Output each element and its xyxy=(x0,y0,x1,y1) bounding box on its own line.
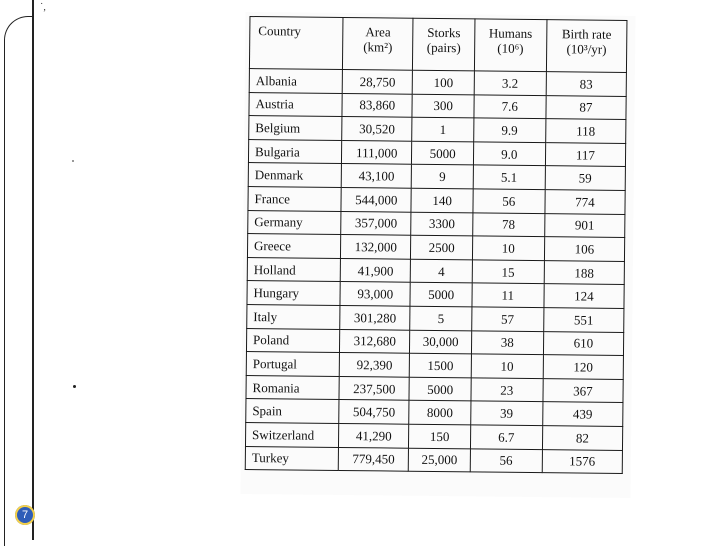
value-cell: 41,290 xyxy=(338,423,409,447)
column-header-title: Area xyxy=(365,24,391,40)
value-cell: 59 xyxy=(545,166,626,190)
column-header-unit: (pairs) xyxy=(426,39,461,56)
value-cell: 111,000 xyxy=(341,140,412,164)
value-cell: 150 xyxy=(409,424,471,448)
country-cell: Austria xyxy=(249,92,342,117)
value-cell: 779,450 xyxy=(338,447,409,471)
column-header-title: Humans xyxy=(488,25,533,41)
value-cell: 9.0 xyxy=(473,142,545,166)
value-cell: 544,000 xyxy=(341,187,412,211)
value-cell: 39 xyxy=(471,401,543,425)
country-cell: Hungary xyxy=(247,281,340,306)
column-header-unit: (km²) xyxy=(363,39,393,55)
country-cell: Belgium xyxy=(249,116,342,141)
value-cell: 140 xyxy=(411,188,473,212)
value-cell: 6.7 xyxy=(470,425,542,449)
column-header-title: Birth rate xyxy=(561,26,612,42)
value-cell: 1576 xyxy=(542,449,623,473)
scan-mark: ˙, xyxy=(40,2,46,13)
value-cell: 117 xyxy=(545,142,626,166)
value-cell: 30,000 xyxy=(410,330,472,354)
country-cell: Turkey xyxy=(245,446,338,471)
value-cell: 30,520 xyxy=(342,117,413,141)
column-header xyxy=(546,20,627,73)
value-cell: 118 xyxy=(545,119,626,143)
value-cell: 56 xyxy=(473,189,545,213)
value-cell: 357,000 xyxy=(341,211,412,235)
country-cell: Poland xyxy=(246,328,339,353)
value-cell: 551 xyxy=(543,308,624,332)
table-row xyxy=(245,446,622,474)
value-cell: 132,000 xyxy=(340,235,411,259)
column-header-unit: (10³/yr) xyxy=(566,41,607,57)
value-cell: 25,000 xyxy=(409,448,471,472)
country-cell: Portugal xyxy=(246,352,339,377)
value-cell: 4 xyxy=(411,259,473,283)
value-cell: 901 xyxy=(544,213,625,237)
country-cell: Albania xyxy=(249,69,342,94)
country-cell: Italy xyxy=(247,304,340,329)
slide-left-rule xyxy=(32,0,34,540)
value-cell: 5 xyxy=(410,306,472,330)
value-cell: 3300 xyxy=(411,212,473,236)
value-cell: 301,280 xyxy=(340,305,411,329)
country-cell: Germany xyxy=(248,210,341,235)
value-cell: 5.1 xyxy=(473,165,545,189)
value-cell: 38 xyxy=(471,330,543,354)
value-cell: 8000 xyxy=(409,401,471,425)
value-cell: 57 xyxy=(472,307,544,331)
value-cell: 1 xyxy=(412,117,474,141)
column-header xyxy=(342,17,413,70)
value-cell: 87 xyxy=(546,95,627,119)
value-cell: 367 xyxy=(543,378,624,402)
value-cell: 83 xyxy=(546,72,627,96)
value-cell: 1500 xyxy=(410,353,472,377)
value-cell: 2500 xyxy=(411,235,473,259)
value-cell: 93,000 xyxy=(340,282,411,306)
value-cell: 82 xyxy=(542,426,623,450)
speck xyxy=(72,160,74,162)
header-row xyxy=(249,17,627,73)
scanned-table-image xyxy=(240,12,635,498)
country-cell: Bulgaria xyxy=(248,139,341,164)
country-cell: France xyxy=(248,186,341,211)
value-cell: 56 xyxy=(470,448,542,472)
column-header-title: Storks xyxy=(427,24,461,41)
value-cell: 610 xyxy=(543,331,624,355)
column-header xyxy=(474,19,546,72)
value-cell: 120 xyxy=(543,355,624,379)
value-cell: 15 xyxy=(472,260,544,284)
table-body xyxy=(245,69,626,474)
column-header xyxy=(413,18,475,71)
value-cell: 10 xyxy=(471,354,543,378)
slide-number-badge xyxy=(15,505,35,525)
value-cell: 237,500 xyxy=(339,376,410,400)
storks-table xyxy=(245,16,628,474)
value-cell: 11 xyxy=(472,283,544,307)
value-cell: 7.6 xyxy=(474,94,546,118)
value-cell: 23 xyxy=(471,378,543,402)
value-cell: 100 xyxy=(413,70,475,94)
value-cell: 106 xyxy=(544,237,625,261)
value-cell: 78 xyxy=(473,212,545,236)
value-cell: 439 xyxy=(542,402,623,426)
value-cell: 83,860 xyxy=(342,93,413,117)
value-cell: 124 xyxy=(544,284,625,308)
value-cell: 3.2 xyxy=(474,71,546,95)
value-cell: 5000 xyxy=(410,283,472,307)
column-header-unit: (10⁶) xyxy=(497,40,524,56)
value-cell: 41,900 xyxy=(340,258,411,282)
value-cell: 92,390 xyxy=(339,353,410,377)
slide-frame-border xyxy=(4,16,34,546)
value-cell: 774 xyxy=(545,190,626,214)
bullet-dot xyxy=(73,385,76,388)
value-cell: 9 xyxy=(412,165,474,189)
column-header-title: Country xyxy=(258,23,302,39)
value-cell: 28,750 xyxy=(342,69,413,93)
value-cell: 43,100 xyxy=(341,164,412,188)
slide-number: 7 xyxy=(21,509,29,521)
country-cell: Greece xyxy=(247,234,340,259)
country-cell: Holland xyxy=(247,257,340,282)
country-cell: Spain xyxy=(246,399,339,424)
value-cell: 188 xyxy=(544,260,625,284)
value-cell: 300 xyxy=(412,94,474,118)
country-cell: Romania xyxy=(246,375,339,400)
column-header xyxy=(249,17,343,70)
country-cell: Denmark xyxy=(248,163,341,188)
value-cell: 9.9 xyxy=(474,118,546,142)
value-cell: 5000 xyxy=(412,141,474,165)
country-cell: Switzerland xyxy=(245,422,338,447)
value-cell: 5000 xyxy=(409,377,471,401)
value-cell: 10 xyxy=(472,236,544,260)
value-cell: 504,750 xyxy=(339,400,410,424)
value-cell: 312,680 xyxy=(339,329,410,353)
